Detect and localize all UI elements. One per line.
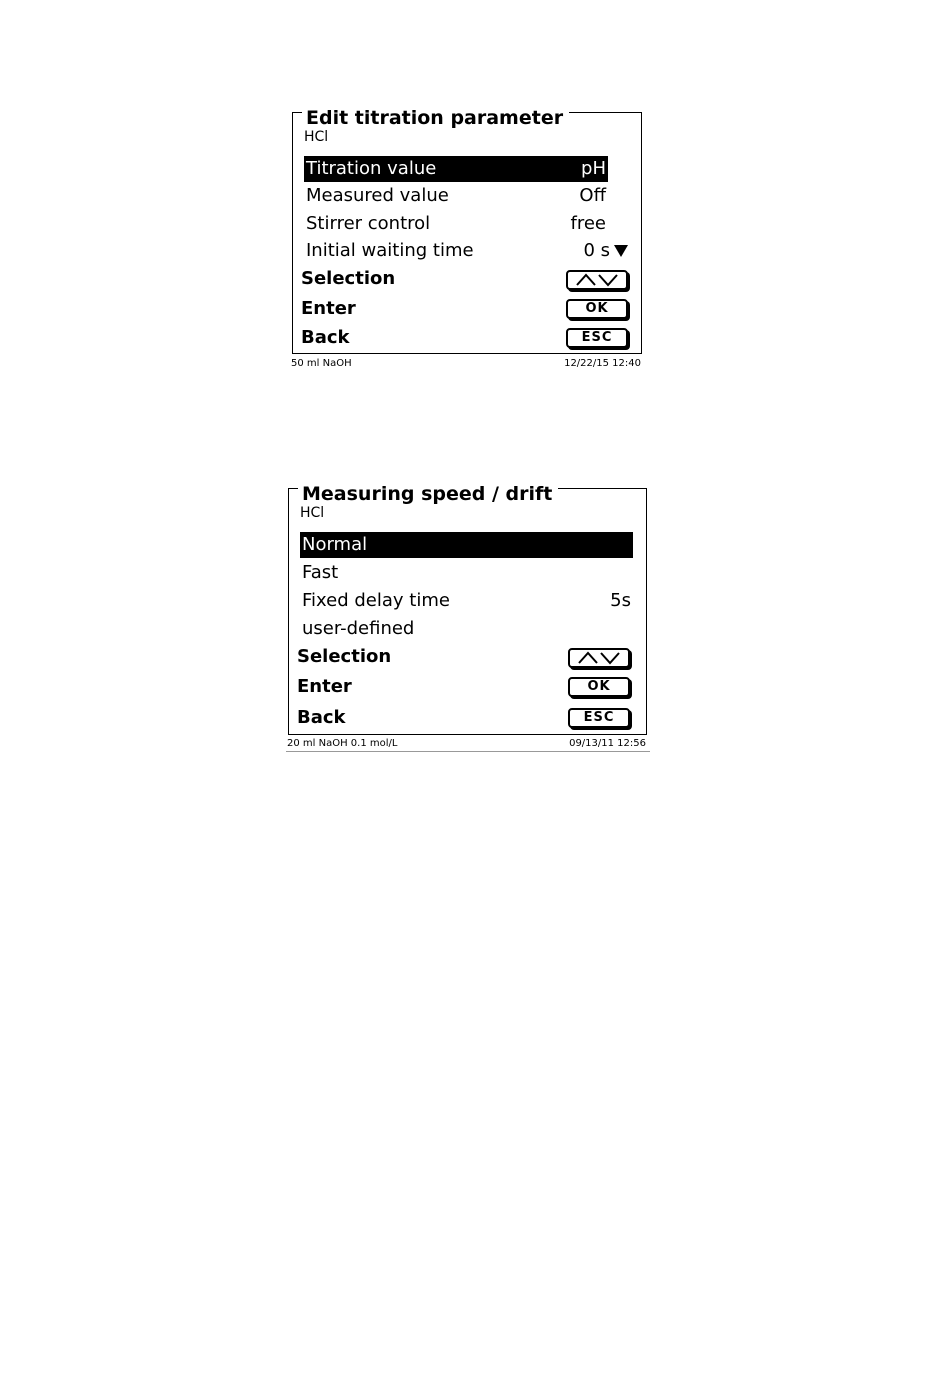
selection-key[interactable] xyxy=(566,270,628,290)
status-device: 20 ml NaOH 0.1 mol/L xyxy=(287,738,398,749)
menu-item-measured-value[interactable] xyxy=(304,183,608,209)
status-datetime: 12/22/15 12:40 xyxy=(564,358,641,369)
screen-measuring-speed-drift xyxy=(284,480,650,755)
esc-key[interactable]: ESC xyxy=(568,708,630,728)
menu-item-value: 5s xyxy=(610,590,631,611)
menu-item-stirrer-control[interactable] xyxy=(304,211,608,237)
status-device: 50 ml NaOH xyxy=(291,358,352,369)
menu-item-fixed-delay-time[interactable] xyxy=(300,588,633,614)
menu-item-label: Measured value xyxy=(306,185,449,206)
selection-label: Selection xyxy=(297,646,392,667)
dialog-subtitle: HCl xyxy=(304,129,329,145)
menu-item-normal[interactable] xyxy=(300,532,633,558)
back-label: Back xyxy=(301,327,350,348)
selection-key[interactable] xyxy=(568,648,630,668)
menu-item-value: 0 s xyxy=(583,240,610,261)
ok-key[interactable]: OK xyxy=(568,677,630,697)
menu-item-label: Normal xyxy=(302,534,368,555)
menu-item-label: user-defined xyxy=(302,618,415,639)
status-datetime: 09/13/11 12:56 xyxy=(569,738,646,749)
selection-label: Selection xyxy=(301,268,396,289)
menu-item-value: free xyxy=(570,213,606,234)
menu-item-value: Off xyxy=(579,185,606,206)
menu-item-label: Stirrer control xyxy=(306,213,431,234)
menu-item-initial-waiting-time[interactable] xyxy=(304,238,628,264)
ok-key[interactable]: OK xyxy=(566,299,628,319)
menu-item-fast[interactable] xyxy=(300,560,633,586)
status-bar-divider xyxy=(286,751,650,752)
enter-label: Enter xyxy=(297,676,352,697)
menu-item-label: Titration value xyxy=(306,158,437,179)
screen-edit-titration-parameter xyxy=(288,104,644,374)
up-down-arrows-icon xyxy=(571,273,623,287)
back-label: Back xyxy=(297,707,346,728)
menu-item-user-defined[interactable] xyxy=(300,616,633,642)
esc-key[interactable]: ESC xyxy=(566,328,628,348)
enter-label: Enter xyxy=(301,298,356,319)
menu-item-label: Fixed delay time xyxy=(302,590,450,611)
dialog-title: Edit titration parameter xyxy=(302,108,569,128)
dialog-subtitle: HCl xyxy=(300,505,325,521)
up-down-arrows-icon xyxy=(573,651,625,665)
menu-item-label: Initial waiting time xyxy=(306,240,474,261)
dialog-title: Measuring speed / drift xyxy=(298,484,558,504)
menu-item-label: Fast xyxy=(302,562,339,583)
menu-item-value: pH xyxy=(581,158,606,179)
triangle-down-icon xyxy=(614,245,628,257)
menu-item-titration-value[interactable] xyxy=(304,156,608,182)
